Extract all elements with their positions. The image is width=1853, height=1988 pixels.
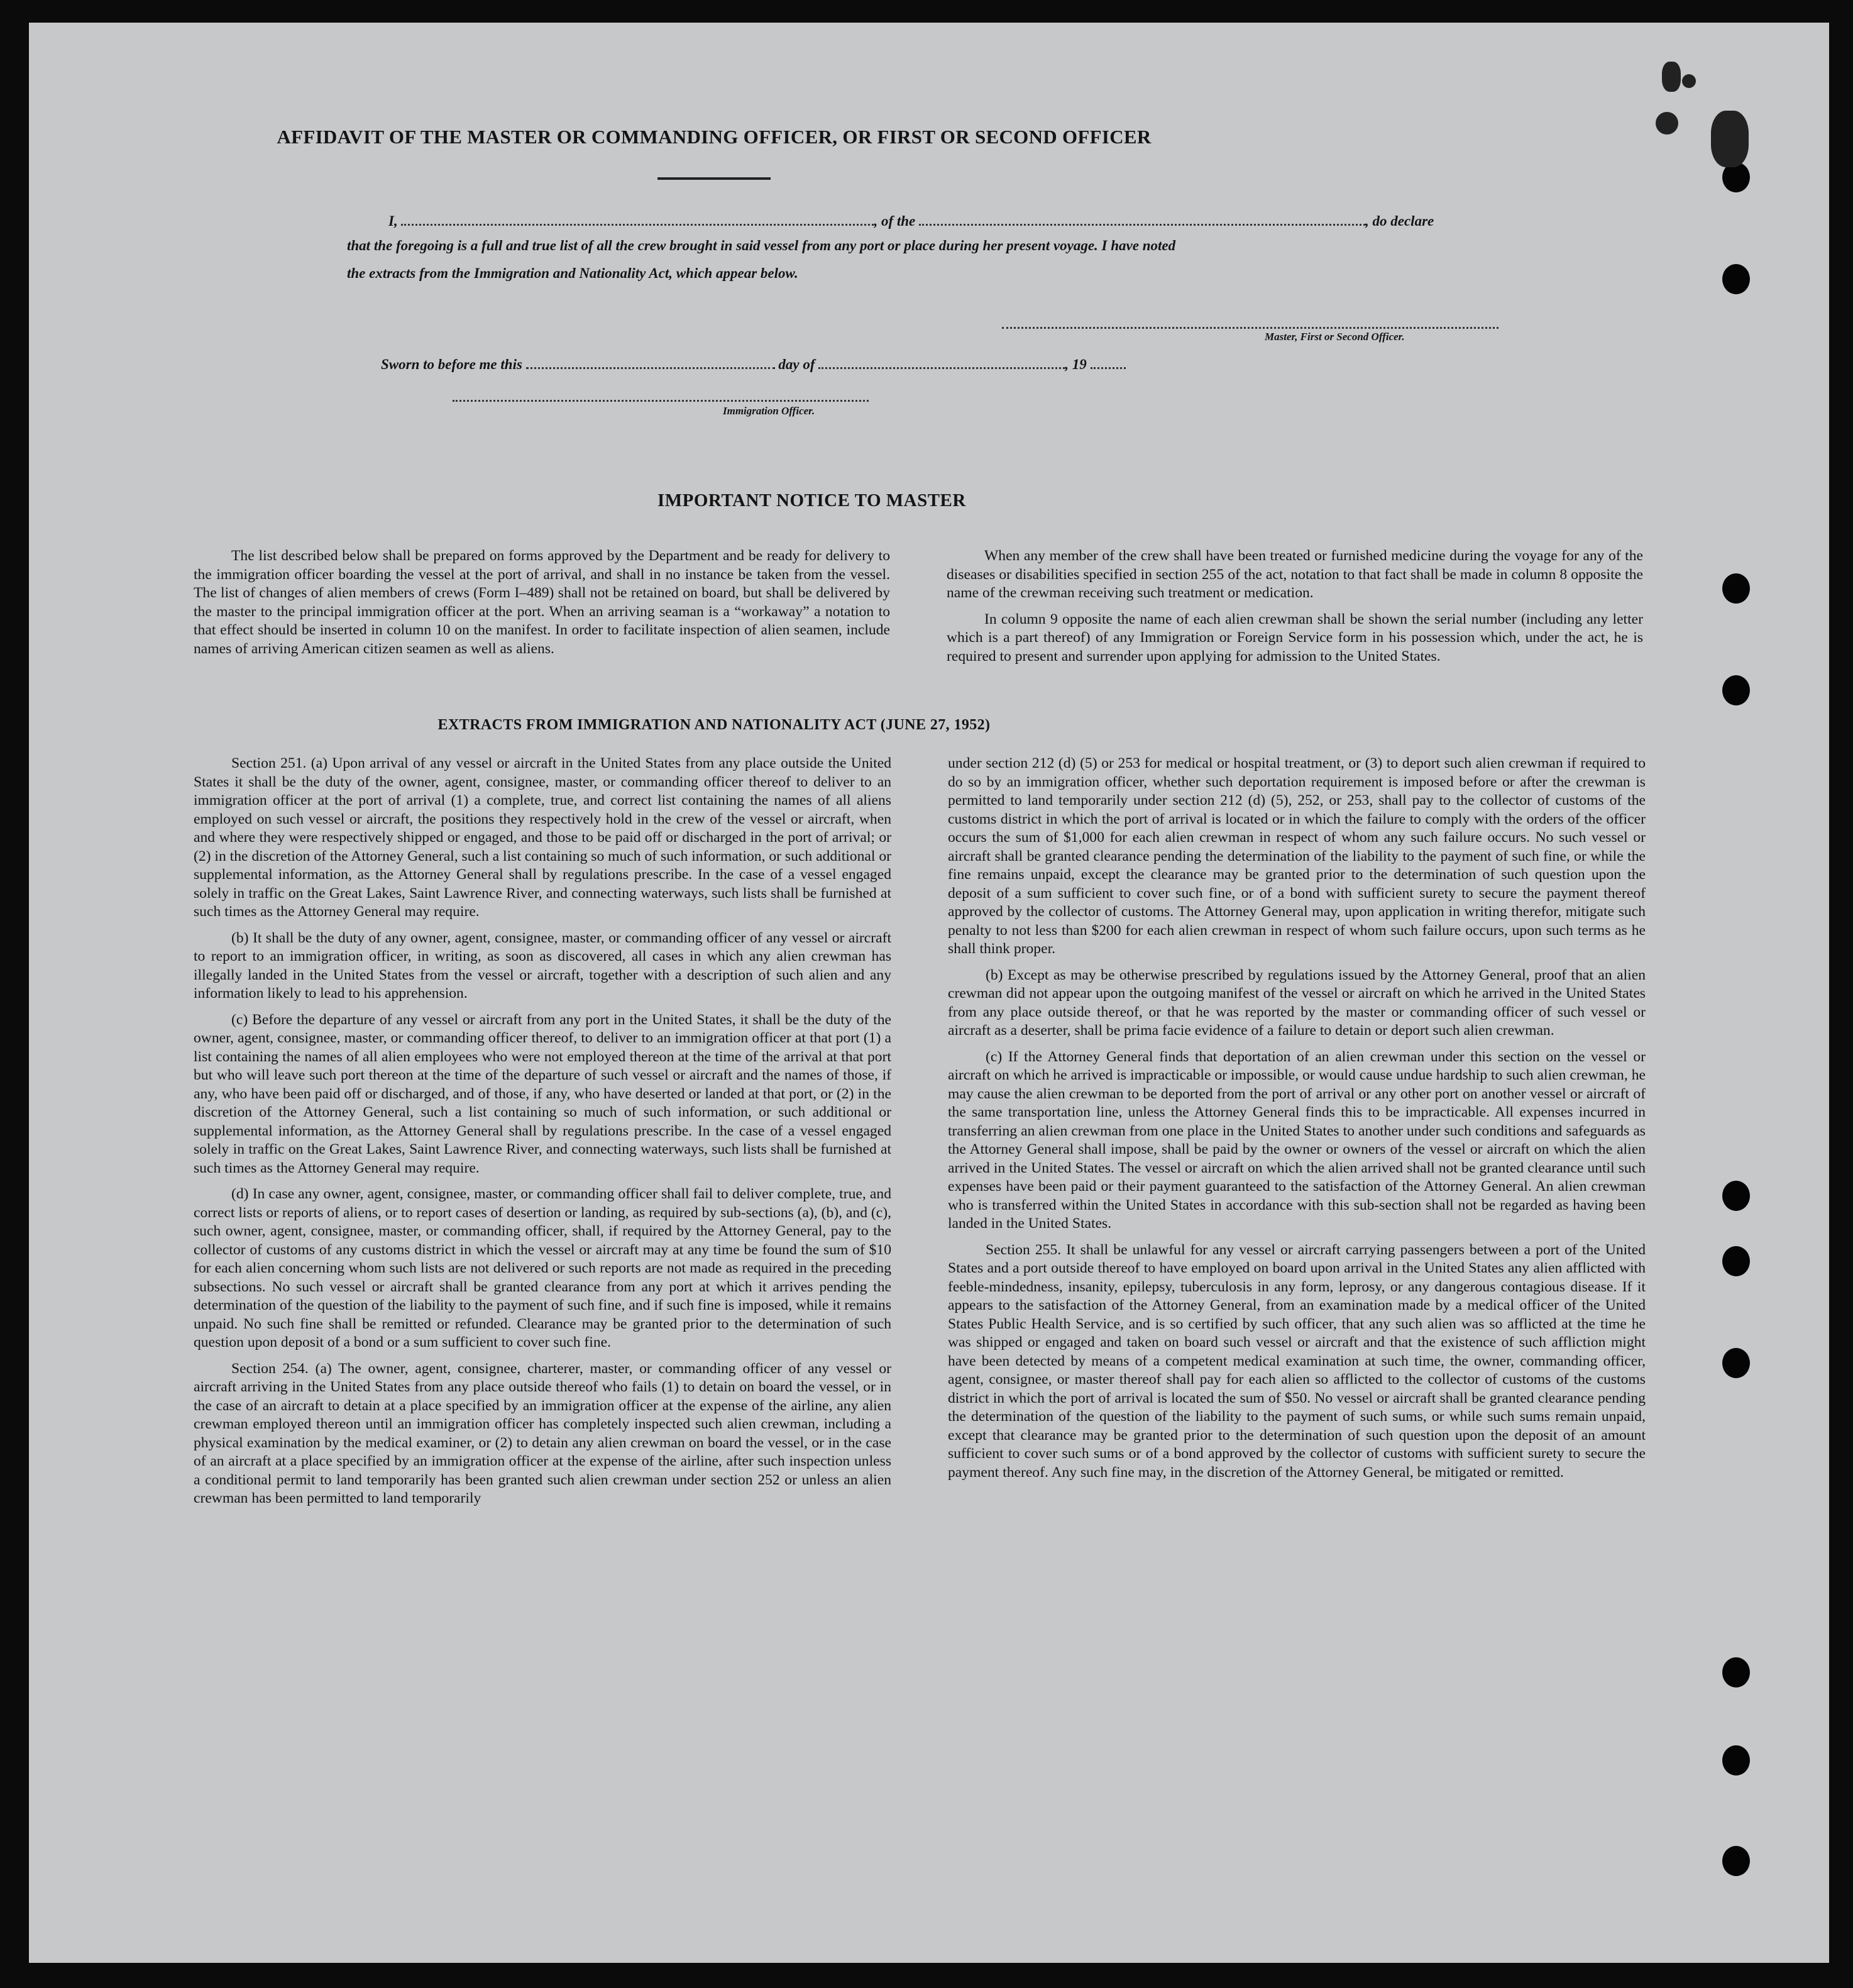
binder-hole [1722,573,1750,604]
declaration-text-line-3: the extracts from the Immigration and Nationality Act, which appear below. [347,265,798,281]
declaration-text-line-2: that the foregoing is a full and true list of all the crew brought in said vessel from any port or place during her present voyage. I have noted [347,238,1176,253]
scan-blot [1656,112,1678,135]
section-255: Section 255. It shall be unlawful for any vessel or aircraft carrying passengers between a port of the United States and a port outside thereof to have employed on board upon arrival in the United States any alien afflicted with feeble-mindedness, insanity, epilepsy, tuberculosis in any form, leprosy, or any dangerous contagious disease. If it appears to the satisfaction of the Attorney General, from an examination made by a medical officer of the United States Public Health Service, and is so certified by such officer, that any such alien was so afflicted at the time he was shipped or engaged and taken on board such vessel or aircraft and that the existence of such affliction might have been detected by means of a competent medical examination at such time, the owner, commanding officer, agent, consignee, or master thereof shall pay for each alien so afflicted to the collector of customs of the customs district in which the port of arrival is located the sum of $50. No vessel or aircraft shall be granted clearance pending the determination of the question of the liability to the payment of such sums, or while such sums remain unpaid, except that clearance may be granted prior to the determination of such question upon the deposit of an amount sufficient to cover such sums or of a bond approved by the collector of customs with sufficient surety to secure the payment thereof. Any such fine may, in the discretion of the Attorney General, be mitigated or remitted. [948,1241,1646,1481]
notice-right-paragraph-2: In column 9 opposite the name of each alien crewman shall be shown the serial number (including any letter which is a part thereof) of any Immigration or Foreign Service form in his possession which, under the act, he is required to present and surrender upon applying for admission to the United States. [947,610,1643,665]
do-declare-label: , do declare [1365,213,1434,229]
scan-blot [1682,74,1696,88]
immigration-officer-signature-field[interactable] [453,400,869,402]
section-254-a: Section 254. (a) The owner, agent, consignee, charterer, master, or commanding officer of any vessel or aircraft arriving in the United States from any place outside thereof who fails (1) to detain on board the vessel, or in the case of an aircraft to detain at a place specified by an immigration officer at the expense of the airline, any alien crewman employed thereon until an immigration officer has completely inspected such alien crewman, including a physical examination by the medical examiner, or (2) to detain any alien crewman on board the vessel, or in the case of an aircraft at a place specified by an immigration officer at the expense of the airline, after such inspection unless a conditional permit to land temporarily has been granted such alien crewman under section 252 or unless an alien crewman has been permitted to land temporarily [194,1360,891,1506]
section-251-c: (c) Before the departure of any vessel or aircraft from any port in the United States, it shall be the duty of the owner, agent, consignee, master, or commanding officer thereof, to deliver to an immigration officer at that port (1) a list containing the names of all alien employees who were not employed thereon at the time of the arrival at that port but who will leave such port thereon at the time of the departure of such vessel or aircraft and the names of those, if any, who have been paid off or discharged, and of those, if any, who have deserted or landed at that port, or (2) in the discretion of the Attorney General, such a list containing so much of such information, or such additional or supplemental information, as the Attorney General shall by regulations prescribe. In the case of a vessel engaged solely in traffic on the Great Lakes, Saint Lawrence River, and connecting waterways, such lists shall be furnished at such times as the Attorney General may require. [194,1011,891,1176]
notice-title: IMPORTANT NOTICE TO MASTER [657,490,966,511]
of-the-label: , of the [874,213,916,229]
section-251-b: (b) It shall be the duty of any owner, agent, consignee, master, or commanding officer of any vessel or aircraft to report to an immigration officer, in writing, as soon as discovered, all cases in which any alien crewman has illegally landed in the United States from the vessel or aircraft, together with a description of such alien and any information likely to lead to his apprehension. [194,929,891,1002]
binder-hole [1722,1657,1750,1687]
sworn-day-field[interactable] [526,352,775,369]
declarant-name-field[interactable] [401,209,874,226]
binder-hole [1722,675,1750,705]
section-254-a-continued: under section 212 (d) (5) or 253 for medical or hospital treatment, or (3) to deport such alien crewman if required to do so by an immigration officer, whether such deportation requirement is imposed before or after the crewman is permitted to land temporarily under section 212 (d) (5), 252, or 253, shall pay to the collector of customs of the customs district in which the port of arrival is located or in which the failure to comply with the orders of the officer occurs the sum of $1,000 for each alien crewman in respect of whom any such failure occurs. No such vessel or aircraft shall be granted clearance pending the determination of the liability to the payment of such fine, or while the fine remains unpaid, except the clearance may be granted prior to the determination of such question upon the deposit of a sum sufficient to cover such fine, or of a bond with sufficient surety to secure the payment thereof approved by the collector of customs. The Attorney General may, upon application in writing therefor, mitigate such penalty to not less than $200 for each alien crewman in respect of whom such failure occurs, upon such terms as he shall think proper. [948,755,1646,957]
binder-hole [1722,1348,1750,1378]
sworn-line [381,352,1126,373]
sworn-year-field[interactable] [1091,352,1126,369]
extracts-left-column [194,754,891,1516]
document-page [29,23,1829,1963]
binder-hole [1722,264,1750,294]
declarant-line [388,209,1434,229]
extracts-title: EXTRACTS FROM IMMIGRATION AND NATIONALITY ACT (JUNE 27, 1952) [437,717,991,733]
section-251-d: (d) In case any owner, agent, consignee, master, or commanding officer shall fail to deliver complete, true, and correct lists or reports of aliens, or to report cases of desertion or landing, as required by sub-sections (a), (b), and (c), such owner, agent, consignee, master, or commanding officer, shall, if required by the Attorney General, pay to the collector of customs of any customs district in which the vessel or aircraft may at any time be found the sum of $10 for each alien concerning whom such lists are not delivered or such reports are not made as required in the preceding subsections. No such vessel or aircraft shall be granted clearance from any port at which it arrives pending the determination of the question of the liability to the payment of such fine, and if such fine is imposed, while it remains unpaid. No such fine shall be remitted or refunded. Clearance may be granted prior to the determination of such question upon deposit of a bond or a sum sufficient to cover such fine. [194,1186,891,1350]
day-of-label: day of [778,356,815,372]
scan-blot [1711,111,1749,167]
year-prefix: , 19 [1065,356,1087,372]
notice-right-paragraph-1: When any member of the crew shall have been treated or furnished medicine during the voyage for any of the diseases or disabilities specified in section 255 of the act, notation to that fact shall be made in column 8 opposite the name of the crewman receiving such treatment or medication. [947,548,1643,601]
sworn-month-field[interactable] [818,352,1065,369]
scan-blot [1662,62,1681,92]
notice-left-column [194,547,890,666]
extracts-right-column [948,754,1646,1489]
master-signature-label: Master, First or Second Officer. [1265,331,1405,343]
binder-hole [1722,1181,1750,1211]
master-signature-field[interactable] [1002,327,1498,329]
title-rule [657,177,771,180]
binder-hole [1722,1745,1750,1775]
affidavit-title: AFFIDAVIT OF THE MASTER OR COMMANDING OFFICER, OR FIRST OR SECOND OFFICER [277,126,1152,148]
section-254-c: (c) If the Attorney General finds that deportation of an alien crewman under this section on the vessel or aircraft on which he arrived is impracticable or impossible, or would cause undue hardship to such alien crewman, he may cause the alien crewman to be deported from the port of arrival or any other port on another vessel or aircraft of the same transportation line, unless the Attorney General finds this to be impracticable. All expenses incurred in transferring an alien crewman from one place in the United States to another under such conditions and safeguards as the Attorney General shall impose, shall be paid by the owner or owners of the vessel or aircraft on which the alien arrived in the United States. The vessel or aircraft on which the alien arrived shall not be granted clearance until such expenses have been paid or their payment guaranteed to the satisfaction of the Attorney General. An alien crewman who is transferred within the United States in accordance with this sub-section shall not be regarded as having been landed in the United States. [948,1048,1646,1232]
section-251-a: Section 251. (a) Upon arrival of any vessel or aircraft in the United States from any place outside the United States it shall be the duty of the owner, agent, consignee, master, or commanding officer thereof to deliver to an immigration officer at the port of arrival (1) a complete, true, and correct list containing the names of all aliens employed on such vessel or aircraft, the positions they respectively hold in the crew of the vessel or aircraft, when and where they were respectively shipped or engaged, and those to be paid off or discharged in the port of arrival; or (2) in the discretion of the Attorney General, such a list containing so much of such information, or such additional or supplemental information, as the Attorney General shall by regulations prescribe. In the case of a vessel engaged solely in traffic on the Great Lakes, Saint Lawrence River, and connecting waterways, such lists shall be furnished at such times as the Attorney General may require. [194,755,891,920]
binder-hole [1722,1846,1750,1876]
section-254-b: (b) Except as may be otherwise prescribed by regulations issued by the Attorney General, proof that an alien crewman did not appear upon the outgoing manifest of the vessel or aircraft on which he arrived in the United States from any place outside thereof, or that he was reported by the master or commanding officer of such vessel or aircraft as a deserter, shall be prima facie evidence of a failure to detain or deport such alien crewman. [948,966,1646,1039]
notice-left-paragraph: The list described below shall be prepared on forms approved by the Department and be ready for delivery to the immigration officer boarding the vessel at the port of arrival, and shall in no instance be taken from the vessel. The list of changes of alien members of crews (Form I–489) shall not be retained on board, but shall be delivered by the master to the principal immigration officer at the port. When an arriving seaman is a “workaway” a notation to that effect should be inserted in column 10 on the manifest. In order to facilitate inspection of alien seamen, include names of arriving American citizen seamen as well as aliens. [194,548,890,657]
sworn-prefix: Sworn to before me this [381,356,522,372]
vessel-name-field[interactable] [919,209,1365,226]
immigration-officer-label: Immigration Officer. [723,405,815,417]
declarant-prefix: I, [388,213,398,229]
notice-right-column [947,547,1643,673]
binder-hole [1722,1246,1750,1276]
